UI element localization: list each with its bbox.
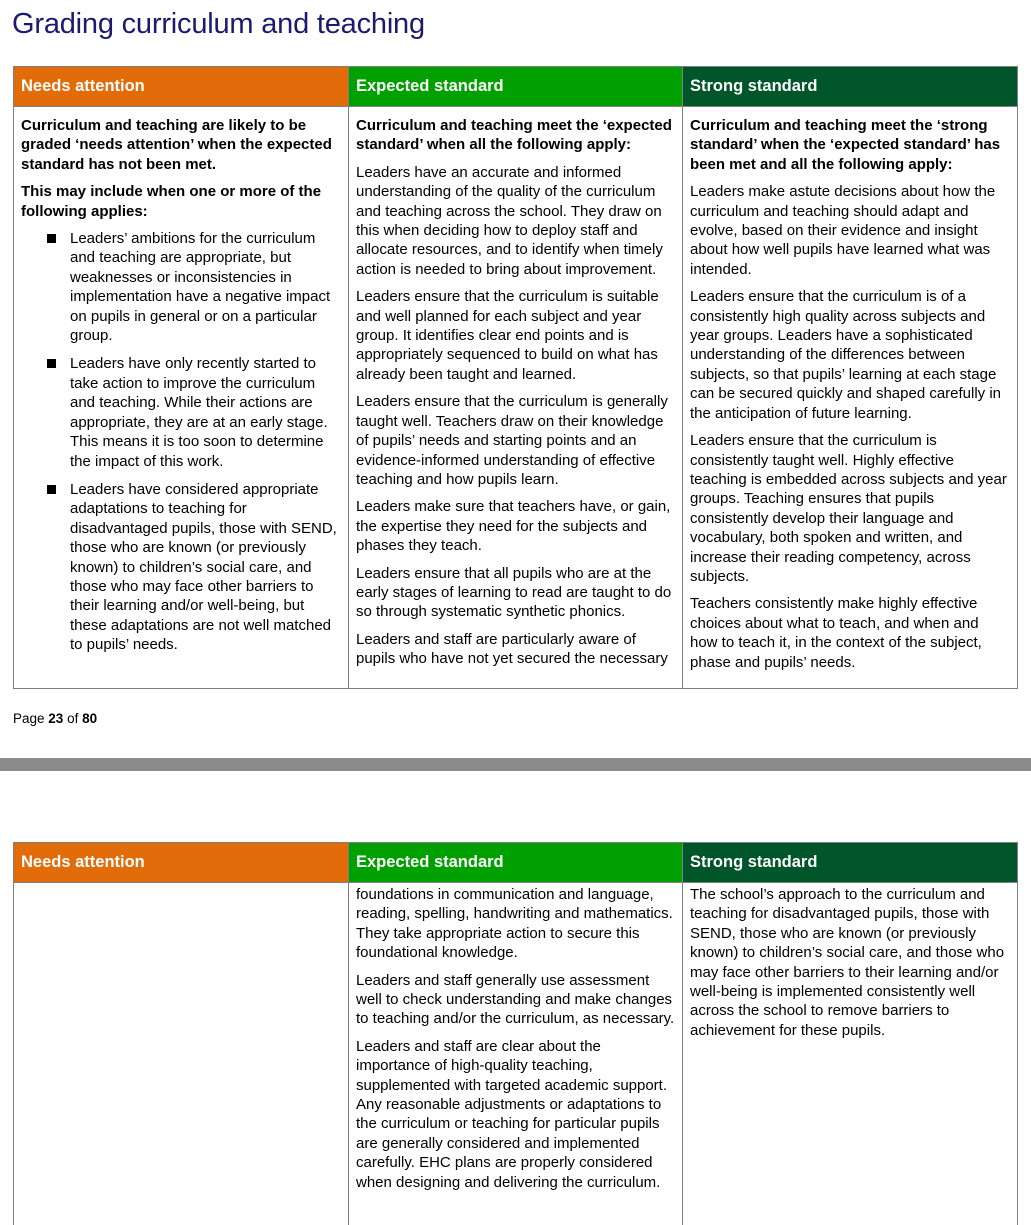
expected-paragraph: foundations in communication and language, reading, spelling, handwriting and mathematics. They take appropriate action to secure this foundational knowledge. — [356, 886, 673, 962]
expected-paragraph: Leaders and staff are particularly aware of pupils who have not yet secured the necessary — [356, 630, 668, 668]
strong-paragraph: Leaders ensure that the curriculum is of a consistently high quality across subjects and year groups. Leaders have a sophisticated understanding of the differences between subjects, so that pupils’ learning at each stage can be secured quickly and shaped carefully in the anticipation of future learning. — [690, 288, 1002, 422]
strong-standard-cell — [683, 883, 1018, 1225]
header-needs-attention: Needs attention — [14, 67, 349, 107]
needs-attention-list — [21, 229, 341, 655]
expected-standard-cell — [349, 107, 683, 689]
bullet-square-icon — [47, 234, 56, 243]
strong-paragraph: Leaders ensure that the curriculum is consistently taught well. Highly effective teaching is embedded across subjects and year groups. Teaching ensures that pupils consistently develop their language and vocabulary, both spoken and written, and increase their reading competency, across subjects. — [690, 432, 1007, 585]
expected-paragraph: Leaders and staff generally use assessment well to check understanding and make changes to teaching and/or the curriculum, as necessary. — [356, 971, 675, 1028]
bullet-square-icon — [47, 485, 56, 494]
strong-standard-intro: Curriculum and teaching meet the ‘strong standard’ when the ‘expected standard’ has been met and all the following apply: — [690, 117, 1001, 173]
expected-standard-cell — [349, 883, 683, 1225]
page-number: Page 23 of 80 — [13, 711, 98, 726]
header-needs-attention: Needs attention — [14, 843, 349, 883]
strong-standard-cell — [683, 107, 1018, 689]
total-pages: 80 — [82, 711, 98, 726]
expected-paragraph: Leaders ensure that the curriculum is suitable and well planned for each subject and year group. It identifies clear end points and is appropriately sequenced to build on what has already been taught and learned. — [356, 288, 659, 383]
expected-paragraph: Leaders ensure that all pupils who are at the early stages of learning to read are taught to do so through systematic synthetic phonics. — [356, 564, 672, 621]
grading-table-page-24 — [13, 842, 1018, 1225]
current-page: 23 — [48, 711, 64, 726]
expected-paragraph: Leaders and staff are clear about the importance of high-quality teaching, supplemented with targeted academic support. Any reasonable adjustments or adaptations to the curriculum or teaching for particular pupils are generally considered and implemented carefully. EHC plans are properly considered when designing and delivering the curriculum. — [356, 1037, 668, 1191]
page-divider — [0, 758, 1031, 771]
strong-paragraph: Teachers consistently make highly effective choices about what to teach, and when and how to teach it, in the context of the subject, phase and pupils’ needs. — [690, 595, 982, 671]
expected-paragraph: Leaders make sure that teachers have, or gain, the expertise they need for the subjects and phases they teach. — [356, 498, 671, 555]
header-strong-standard: Strong standard — [683, 843, 1018, 883]
list-item: Leaders have only recently started to take action to improve the curriculum and teaching. While their actions are appropriate, they are at an early stage. This means it is too soon to determine the impact of this work. — [21, 354, 341, 470]
expected-paragraph: Leaders have an accurate and informed understanding of the quality of the curriculum and teaching across the school. They draw on this when deciding how to deploy staff and allocate resources, and to identify when timely action is needed to bring about improvement. — [356, 163, 663, 278]
grading-table-page-23 — [13, 66, 1018, 689]
page-title: Grading curriculum and teaching — [12, 8, 425, 40]
needs-attention-cell — [14, 107, 349, 689]
expected-standard-intro: Curriculum and teaching meet the ‘expected standard’ when all the following apply: — [356, 117, 672, 154]
header-strong-standard: Strong standard — [683, 67, 1018, 107]
expected-paragraph: Leaders ensure that the curriculum is generally taught well. Teachers draw on their knowledge of pupils’ needs and starting points and an evidence-informed understanding of effective teaching and how pupils learn. — [356, 393, 668, 488]
needs-attention-cell — [14, 883, 349, 1225]
strong-paragraph: The school’s approach to the curriculum and teaching for disadvantaged pupils, those with SEND, those who are known (or previously known) to children’s social care, and those who may face other barriers to their learning and/or well-being is implemented consistently well across the school to remove barriers to achievement for these pupils. — [690, 886, 1005, 1039]
strong-paragraph: Leaders make astute decisions about how the curriculum and teaching should adapt and evolve, based on their evidence and insight about how well pupils have learned what was intended. — [690, 183, 996, 278]
header-expected-standard: Expected standard — [349, 843, 683, 883]
needs-attention-intro: Curriculum and teaching are likely to be graded ‘needs attention’ when the expected standard has not been met. — [21, 117, 332, 173]
needs-attention-lead: This may include when one or more of the following applies: — [21, 183, 322, 220]
bullet-square-icon — [47, 359, 56, 368]
list-item: Leaders’ ambitions for the curriculum and teaching are appropriate, but weaknesses or inconsistencies in implementation have a negative impact on pupils in general or on a particular group. — [21, 229, 341, 345]
list-item: Leaders have considered appropriate adaptations to teaching for disadvantaged pupils, those with SEND, those who are known (or previously known) to children’s social care, and those who may face other barriers to their learning and/or well-being, but these adaptations are not well matched to pupils’ needs. — [21, 480, 341, 655]
header-expected-standard: Expected standard — [349, 67, 683, 107]
